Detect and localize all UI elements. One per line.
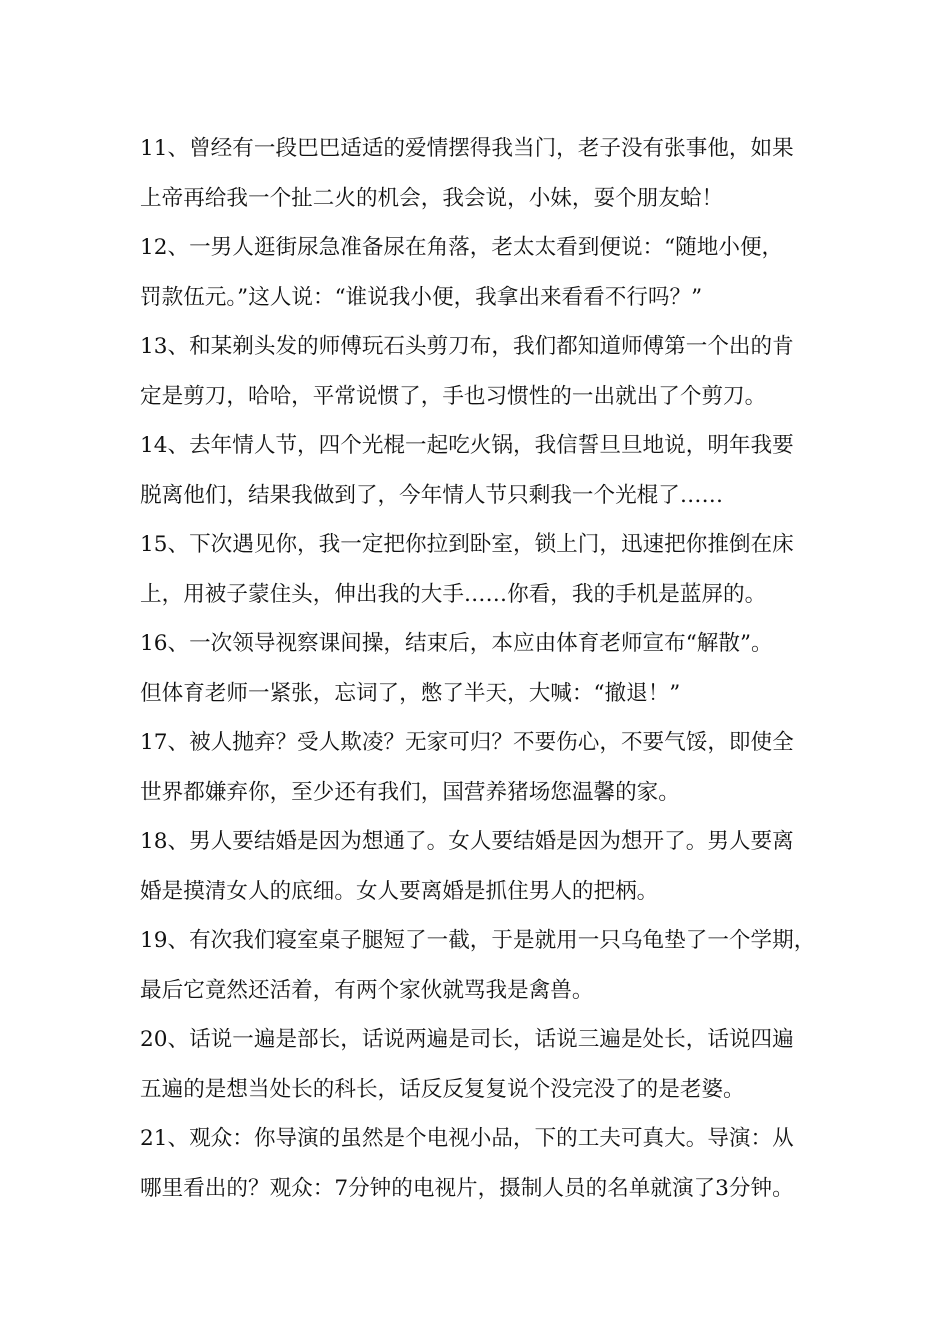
text-line-9: 15、下次遇见你，我一定把你拉到卧室，锁上门，迅速把你推倒在床 [140, 532, 794, 557]
text-line-18: 最后它竟然还活着，有两个家伙就骂我是禽兽。 [140, 977, 594, 1003]
text-line-6: 定是剪刀，哈哈，平常说惯了，手也习惯性的一出就出了个剪刀。 [140, 383, 767, 409]
text-line-12: 但体育老师一紧张，忘词了，憋了半天，大喊：“撤退！” [140, 680, 681, 706]
text-line-10: 上，用被子蒙住头，伸出我的大手……你看，我的手机是蓝屏的。 [140, 581, 767, 607]
text-line-22: 哪里看出的？观众：7分钟的电视片，摄制人员的名单就演了3分钟。 [140, 1175, 794, 1201]
text-line-15: 18、男人要结婚是因为想通了。女人要结婚是因为想开了。男人要离 [140, 829, 794, 854]
text-line-3: 12、一男人逛街尿急准备尿在角落，老太太看到便说：“随地小便， [140, 235, 784, 260]
text-line-16: 婚是摸清女人的底细。女人要离婚是抓住男人的把柄。 [140, 878, 659, 904]
document-body [140, 124, 830, 1213]
text-line-5: 13、和某剃头发的师傅玩石头剪刀布，我们都知道师傅第一个出的肯 [140, 334, 794, 359]
text-line-7: 14、去年情人节，四个光棍一起吃火锅，我信誓旦旦地说，明年我要 [140, 433, 794, 458]
text-line-1: 11、曾经有一段巴巴适适的爱情摆得我当门，老子没有张事他，如果 [140, 136, 794, 161]
text-line-8: 脱离他们，结果我做到了，今年情人节只剩我一个光棍了…… [140, 482, 724, 508]
text-line-21: 21、观众：你导演的虽然是个电视小品，下的工夫可真大。导演：从 [140, 1126, 794, 1151]
text-line-4: 罚款伍元。”这人说：“谁说我小便，我拿出来看看不行吗？” [140, 284, 703, 310]
text-line-14: 世界都嫌弃你，至少还有我们，国营养猪场您温馨的家。 [140, 779, 680, 805]
text-line-13: 17、被人抛弃？受人欺凌？无家可归？不要伤心，不要气馁，即使全 [140, 730, 794, 755]
text-line-17: 19、有次我们寝室桌子腿短了一截，于是就用一只乌龟垫了一个学期， [140, 928, 816, 953]
text-line-19: 20、话说一遍是部长，话说两遍是司长，话说三遍是处长，话说四遍 [140, 1027, 794, 1052]
text-line-20: 五遍的是想当处长的科长，话反反复复说个没完没了的是老婆。 [140, 1076, 745, 1102]
text-line-2: 上帝再给我一个扯二火的机会，我会说，小妹，耍个朋友蛤！ [140, 185, 724, 211]
text-line-11: 16、一次领导视察课间操，结束后，本应由体育老师宣布“解散”。 [140, 631, 773, 656]
